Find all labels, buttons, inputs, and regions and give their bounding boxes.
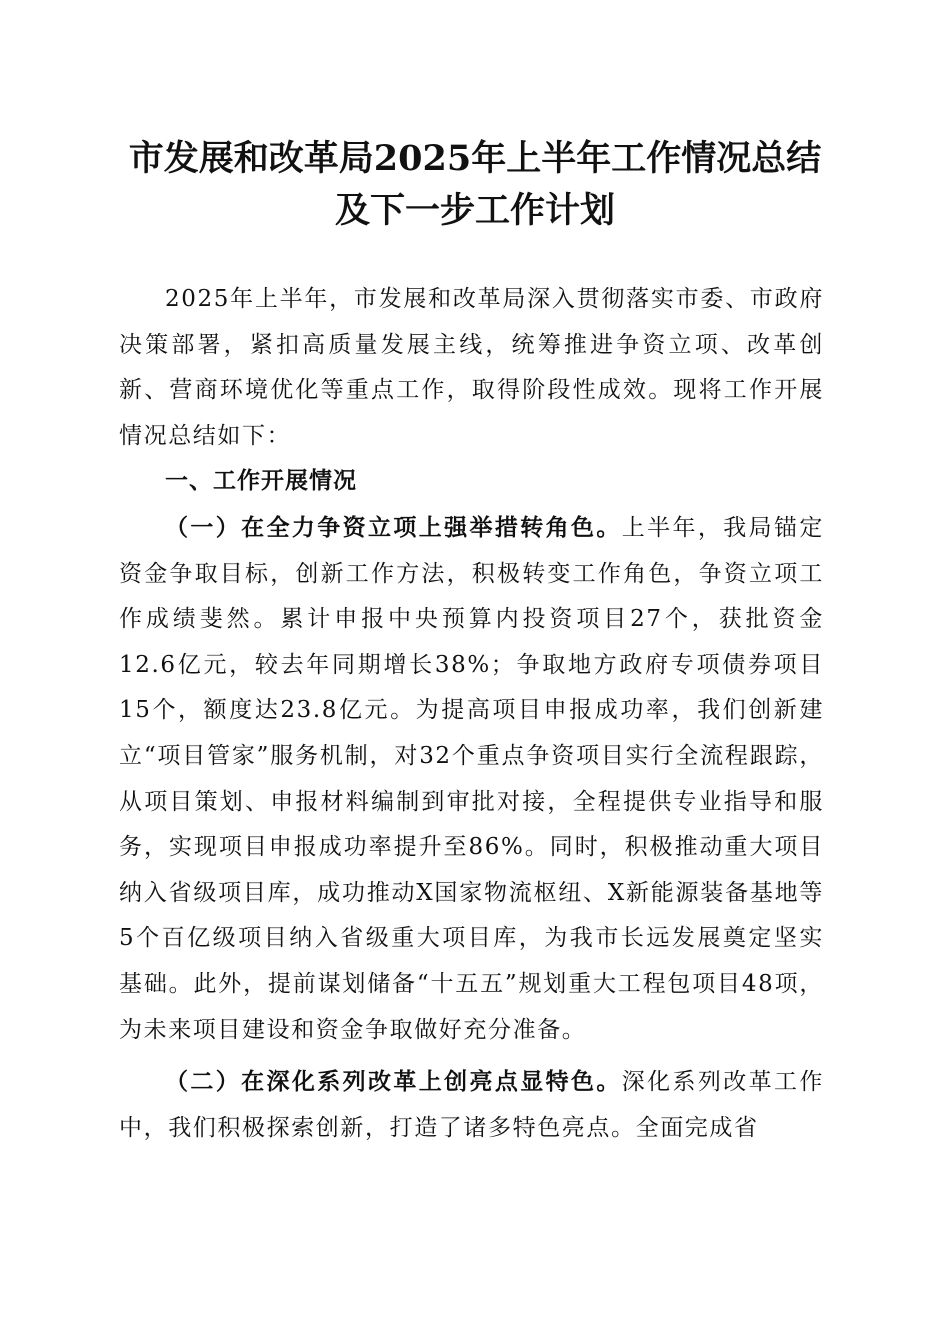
item-2-heading: （二）在深化系列改革上创亮点显特色。 — [165, 1068, 622, 1096]
item-2-body: 深化系列改革工作中，我们积极探索创新，打造了诸多特色亮点。全面完成省 — [119, 1069, 824, 1141]
section-heading-1: 一、工作开展情况 — [165, 468, 357, 495]
document-title — [100, 133, 850, 237]
intro-paragraph: 2025年上半年，市发展和改革局深入贯彻落实市委、市政府决策部署，紧扣高质量发展主线，统筹推进争资立项、改革创新、营商环境优化等重点工作，取得阶段性成效。现将工作开展情况总结如下： — [119, 286, 824, 449]
item-1-body: 上半年，我局锚定资金争取目标，创新工作方法，积极转变工作角色，争资立项工作成绩斐然。累计申报中央预算内投资项目27个，获批资金12.6亿元，较去年同期增长38%；争取地方政府专项债券项目15个，额度达23.8亿元。为提高项目申报成功率，我们创新建立“项目管家”服务机制，对32个重点争资项目实行全流程跟踪，从项目策划、申报材料编制到审批对接，全程提供专业指导和服务，实现项目申报成功率提升至86%。同时，积极推动重大项目纳入省级项目库，成功推动X国家物流枢纽、X新能源装备基地等5个百亿级项目纳入省级重大项目库，为我市长远发展奠定坚实基础。此外，提前谋划储备“十五五”规划重大工程包项目48项，为未来项目建设和资金争取做好充分准备。 — [119, 514, 824, 1043]
item-2-paragraph — [119, 1059, 824, 1151]
item-1-heading: （一）在全力争资立项上强举措转角色。 — [165, 513, 622, 541]
title-line-1: 市发展和改革局2025年上半年工作情况总结 — [128, 138, 822, 179]
title-line-2: 及下一步工作计划 — [334, 190, 615, 231]
document-body — [119, 277, 824, 1151]
item-1-paragraph — [119, 505, 824, 1053]
